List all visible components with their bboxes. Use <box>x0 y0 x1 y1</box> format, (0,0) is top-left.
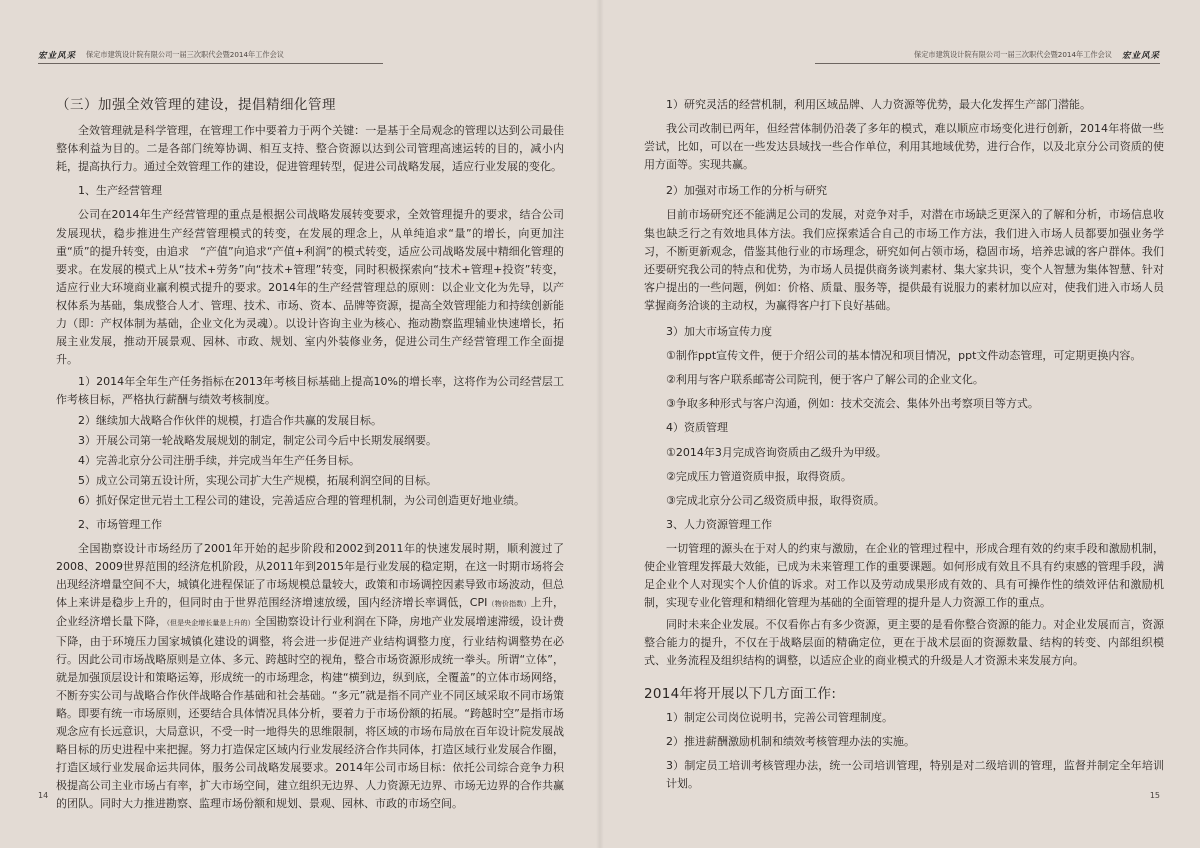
body-paragraph: 同时未来企业发展。不仅看你占有多少资源，更主要的是看你整合资源的能力。对企业发展而言，资源整合能力的提升，不仅在于战略层面的精确定位，更在于战术层面的资源数量、结构的转变、内部组织模式、业务流程及组织结构的调整，以适应企业的商业模式的升级是人才资源未来发展方向。 <box>644 618 1164 668</box>
list-item: ③完成北京分公司乙级资质申报，取得资质。 <box>666 493 885 507</box>
right-page <box>600 0 1200 848</box>
list-item: 6）抓好保定世元岩土工程公司的建设，完善适应合理的管理机制，为公司创造更好地业绩。 <box>78 493 525 507</box>
text-run: 全国勘察设计行业利润在下降，房地产业发展增速滞缓，设计费下降，由于环境压力国家城镇化建设的调整，将会进一步促进产业结构调整力度，行业结构调整势在必行。因此公司市场战略原则是立体、多元、跨越时空的视角，整合市场资源形成统一拳头。所谓“立体”，就是加强顶层设计和策略运筹，形成统一的市场理念，构建“横到边，纵到底，全覆盖”的立体市场网络，不断夯实公司与战略合作伙伴战略合作基础和社会基础。“多元”就是指不同产业不同区域采取不同市场策略。即要有统一市场原则，还要结合具体情况具体分析，要着力于市场份额的拓展。“跨越时空”是指市场观念应有长远意识，大局意识，不受一时一地得失的思维限制，将区域的市场布局放在百年设计院发展战略目标的历史进程中来把握。努力打造保定区域内行业发展经济合作共同体，打造区域行业发展合作圈，打造区域行业发展命运共同体，服务公司战略发展要求。2014年公司市场目标：依托公司综合竞争力积极提高公司主业市场占有率，扩大市场空间，建立组织无边界、人力资源无边界、市场无边界的合作共赢的团队。同时大力推进勘察、监理市场份额和规划、景观、园林、市政的市场空间。 <box>56 615 565 811</box>
header-title: 保定市建筑设计院有限公司一届三次职代会暨2014年工作会议 <box>86 50 284 59</box>
subsection-title: 3、人力资源管理工作 <box>666 517 772 531</box>
list-item: 2）推进薪酬激励机制和绩效考核管理办法的实施。 <box>666 734 915 748</box>
body-paragraph: 目前市场研究还不能满足公司的发展，对竞争对手，对潜在市场缺乏更深入的了解和分析，市场信息收集也缺乏行之有效地具体方法。我们应探索适合自己的市场工作方法，我们进入市场人员都要加强业务学习，不断更新观念，借鉴其他行业的市场理念，研究如何占领市场，稳固市场，培养忠诚的客户群体。我们还要研究我公司的特点和优势，为市场人员提供商务谈判素材、集大家共识，变个人智慧为集体智慧、针对客户提出的一些问题，例如：价格、质量、服务等，提供最有说服力的素材加以应对，使我们进入市场人员掌握商务洽谈的主动权，为赢得客户打下良好基础。 <box>644 208 1164 312</box>
text-run: 上升，企业经济增长量下降， <box>56 596 565 629</box>
plan-heading: 2014年将开展以下几方面工作: <box>644 685 837 702</box>
header-title: 保定市建筑设计院有限公司一届三次职代会暨2014年工作会议 <box>914 50 1112 59</box>
list-item: 3）开展公司第一轮战略发展规划的制定，制定公司今后中长期发展纲要。 <box>78 433 437 447</box>
page-number: 14 <box>38 791 49 800</box>
list-item: 1）2014年全年生产任务指标在2013年考核目标基础上提高10%的增长率，这将作为公司经营层工作考核目标，严格执行薪酬与绩效考核制度。 <box>56 375 564 407</box>
list-item: 5）成立公司第五设计所，实现公司扩大生产规模，拓展利润空间的目标。 <box>78 473 437 487</box>
left-header <box>38 48 284 62</box>
body-paragraph <box>56 540 564 813</box>
list-item-title: 4）资质管理 <box>666 421 728 435</box>
logo: 宏业风采 <box>38 51 77 61</box>
list-item: 2）继续加大战略合作伙伴的规模，打造合作共赢的发展目标。 <box>78 413 382 427</box>
list-item: ②利用与客户联系邮寄公司院刊，便于客户了解公司的企业文化。 <box>666 373 984 387</box>
section-heading: （三）加强全效管理的建设，提倡精细化管理 <box>56 97 336 113</box>
header-rule <box>815 63 1160 64</box>
subsection-title: 1、生产经营管理 <box>78 184 162 198</box>
body-paragraph: 公司在2014年生产经营管理的重点是根据公司战略发展转变要求，全效管理提升的要求，结合公司发展现状，稳步推进生产经营管理模式的转变，在发展的理念上，从单纯追求“量”的增长，向更加注重“质”的提升转变，由追求 “产值”向追求“产值+利润”的模式转变，适应公司战略发展中精细化管理的要求。在发展的模式上从“技术+劳务”向“技术+管理”转变，同时积极探索向“技术+管理+投资”转变，适应行业大环境商业赢利模式提升的要求。2014年的生产经营管理总的原则：以企业文化为先导，以产权体系为基础，集成整合人才、管理、技术、市场、资本、品牌等资源，提高全效管理能力和持续创新能力（即：产权体制为基础，企业文化为灵魂）。以设计咨询主业为核心、拖动勘察监理辅业快速增长，拓展主业发展，推动开展景观、园林、市政、规划、室内外装修业务，促进公司生产经营管理工作全面提升。 <box>56 208 564 367</box>
list-item-title: 1）研究灵活的经营机制，利用区域品牌、人力资源等优势，最大化发挥生产部门潜能。 <box>666 98 1091 111</box>
page-number: 15 <box>1149 791 1160 800</box>
left-content <box>56 96 564 817</box>
body-paragraph: 我公司改制已两年，但经营体制仍沿袭了多年的模式，难以顺应市场变化进行创新，2014年将做一些尝试，比如，可以在一些发达县域找一些合作单位，利用其地域优势，进行合作，以及北京分公司资质的使用方面等。实现共赢。 <box>644 122 1164 172</box>
right-content <box>644 96 1164 799</box>
intro-paragraph: 全效管理就是科学管理，在管理工作中要着力于两个关键：一是基于全局观念的管理以达到公司最佳整体利益为目的。二是各部门统筹协调、相互支持、整合资源以达到公司管理高速运转的目的，减小内耗，提高执行力。通过全效管理工作的建设，促进管理转型，促进公司战略发展，适应行业发展的变化。 <box>56 124 564 174</box>
list-item: ③争取多种形式与客户沟通，例如：技术交流会、集体外出考察项目等方式。 <box>666 397 1039 411</box>
list-item: 3）制定员工培训考核管理办法，统一公司培训管理，特别是对二级培训的管理，监督并制定全年培训计划。 <box>666 758 1164 790</box>
subsection-title: 2、市场管理工作 <box>78 517 162 531</box>
logo: 宏业风采 <box>1121 51 1160 61</box>
list-item: ②完成压力管道资质申报，取得资质。 <box>666 469 852 483</box>
list-item: 1）制定公司岗位说明书，完善公司管理制度。 <box>666 710 893 724</box>
list-item: ①2014年3月完成咨询资质由乙级升为甲级。 <box>666 445 887 459</box>
right-header <box>914 48 1160 62</box>
text-note: （但是央企增长量是上升的） <box>166 619 255 628</box>
text-note: （物价指数） <box>487 600 531 609</box>
list-item-title: 3）加大市场宣传力度 <box>666 325 772 339</box>
list-item: ①制作ppt宣传文件，便于介绍公司的基本情况和项目情况，ppt文件动态管理，可定期更换内容。 <box>666 349 1142 363</box>
header-rule <box>38 63 383 64</box>
body-paragraph: 一切管理的源头在于对人的约束与激励，在企业的管理过程中，形成合理有效的约束手段和激励机制，使企业管理发挥最大效能，已成为未来管理工作的重要课题。如何形成有效且不具有约束感的管理手段，满足企业个人对现实个人价值的诉求。对工作以及劳动成果形成有效的、具有可操作性的绩效评估和激励机制，实现专业化管理和精细化管理为基础的全面管理的提升是人力资源工作的重点。 <box>644 541 1164 610</box>
text-run: 全国勘察设计市场经历了2001年开始的起步阶段和2002到2011年的快速发展时期，顺利渡过了2008、2009世界范围的经济危机阶段，从2011年到2015年是行业发展的稳定期，在这一时期市场将会出现经济增量空间不大，城镇化进程保证了市场规模总量较大，政策和市场调控因素导致市场波动，但总体上来讲是稳步上升的，但同时由于世界范围经济增速放缓，国内经济增长率调低，CPI <box>56 542 564 610</box>
list-item: 4）完善北京分公司注册手续，并完成当年生产任务目标。 <box>78 453 360 467</box>
list-item-title: 2）加强对市场工作的分析与研究 <box>666 184 827 198</box>
